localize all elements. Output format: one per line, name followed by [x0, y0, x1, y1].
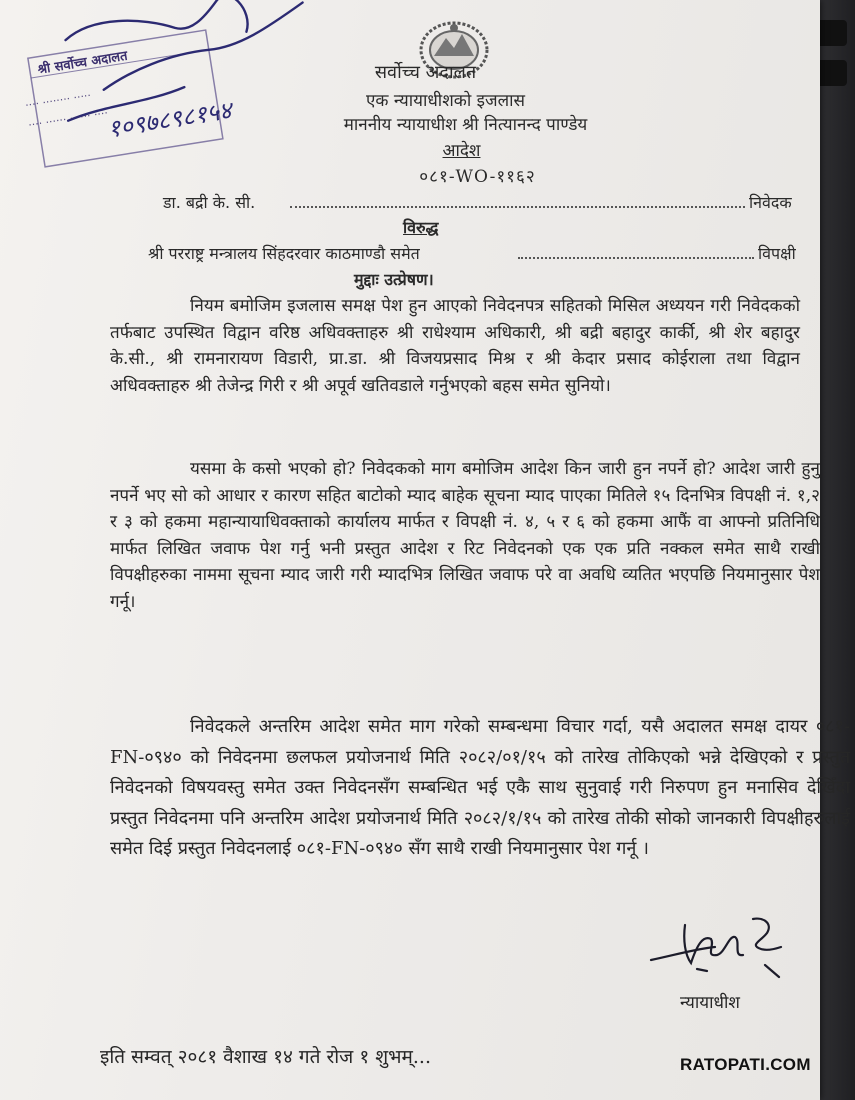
handwritten-number: १०९७८९८१५४ [105, 96, 234, 144]
stamp-title: श्री सर्वोच्च अदालत [36, 48, 129, 78]
case-number: ०८१-WO-११६२ [419, 167, 536, 187]
judge-signature [645, 905, 785, 980]
date-line: इति सम्वत् २०८१ वैशाख १४ गते रोज १ शुभम्... [100, 1046, 431, 1068]
order-title: आदेश [442, 141, 481, 161]
judge-name: माननीय न्यायाधीश श्री नित्यानन्द पाण्डेय [343, 115, 588, 135]
order-paragraph-1: नियम बमोजिम इजलास समक्ष पेश हुन आएको निवेदनपत्र सहितको मिसिल अध्ययन गरी निवेदकको तर्फबाट उपस्थित विद्वान वरिष्ठ अधिवक्ताहरु श्री राधेश्याम अधिकारी, श्री बद्री बहादुर कार्की, श्री शेर बहादुर के.सी., श्री रामनारायण विडारी, प्रा.डा. श्री विजयप्रसाद मिश्र र श्री केदार प्रसाद कोईराला तथा विद्वान अधिवक्ताहरु श्री तेजेन्द्र गिरी र श्री अपूर्व खतिवडाले गर्नुभएको बहस समेत सुनियो। [110, 296, 800, 396]
order-paragraph-2: यसमा के कसो भएको हो? निवेदकको माग बमोजिम आदेश किन जारी हुन नपर्ने हो? आदेश जारी हुनु नपर्ने भए सो को आधार र कारण सहित बाटोको म्याद बाहेक सूचना म्याद पाएका मितिले १५ दिनभित्र विपक्षी नं. १,२ र ३ को हकमा महान्यायाधिवक्ताको कार्यालय मार्फत र विपक्षी नं. ४, ५ र ६ को हकमा आफैं वा आफ्नो प्रतिनिधि मार्फत लिखित जवाफ पेश गर्नु भनी प्रस्तुत आदेश र रिट निवेदनको एक एक प्रति नक्कल समेत साथै राखी विपक्षीहरुका नाममा सूचना म्याद जारी गरी म्यादभित्र लिखित जवाफ परे वा अवधि व्यतित भएपछि नियमानुसार पेश गर्नू। [110, 459, 820, 612]
petitioner-name: डा. बद्री के. सी. [163, 193, 256, 212]
order-paragraph-3: निवेदकले अन्तरिम आदेश समेत माग गरेको सम्बन्धमा विचार गर्दा, यसै अदालत समक्ष दायर ०८१-FN-०९४० को निवेदनमा छलफल प्रयोजनार्थ मिति २०८२/०१/१५ को तारेख तोकिएको भन्ने देखिएको र प्रस्तुत निवेदनको विषयवस्तु समेत उक्त निवेदनसँग सम्बन्धित भई एकै साथ सुनुवाई गरी निरुपण हुन मनासिव देखिँदा प्रस्तुत निवेदनमा पनि अन्तरिम आदेश प्रयोजनार्थ मिति २०८२/१/१५ को तारेख तोकी सोको जानकारी विपक्षीहरुलाई समेत दिई प्रस्तुत निवेदनलाई ०८१-FN-०९४० सँग साथै राखी नियमानुसार पेश गर्नू । [110, 716, 850, 859]
dotted-leader [290, 206, 745, 208]
petitioner-label: निवेदक [749, 193, 792, 212]
signature-label: न्यायाधीश [680, 993, 740, 1013]
dotted-leader [518, 257, 754, 259]
stamp-line: ···· ········ ····· [24, 88, 92, 113]
stamp-line: ···· ······ ······ ···· [27, 106, 109, 132]
case-subject: मुद्दाः उत्प्रेषण। [354, 270, 434, 289]
versus-heading: विरुद्ध [403, 218, 439, 237]
source-watermark: RATOPATI.COM [680, 1055, 811, 1074]
court-name: सर्वोच्च अदालत [374, 62, 477, 83]
bench-name: एक न्यायाधीशको इजलास [365, 91, 526, 111]
respondent-name: श्री परराष्ट्र मन्त्रालय सिंहदरवार काठमाण्डौ समेत [148, 244, 420, 263]
respondent-label: विपक्षी [758, 244, 796, 263]
